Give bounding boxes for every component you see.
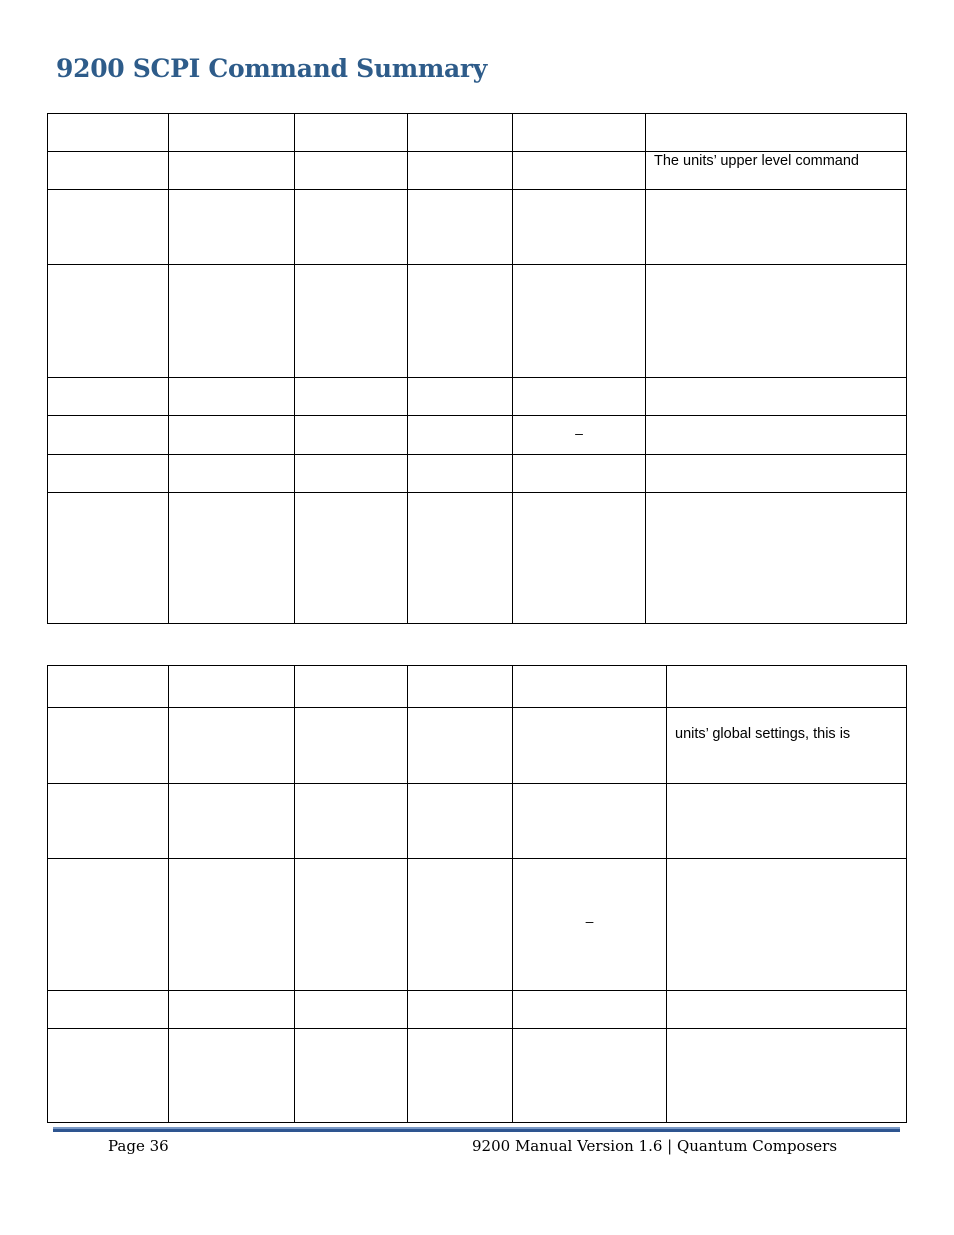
table-cell (513, 666, 667, 708)
footer-manual-title: 9200 Manual Version 1.6 | Quantum Composers (472, 1137, 838, 1155)
table-cell (295, 784, 408, 859)
table-cell (295, 493, 408, 624)
page-number: Page 36 (108, 1137, 169, 1155)
table-cell (48, 152, 169, 190)
table-cell (646, 455, 907, 493)
table-cell (513, 493, 646, 624)
table-header-row (48, 114, 907, 152)
table-cell (169, 455, 295, 493)
table-cell (408, 378, 513, 416)
table-cell (295, 991, 408, 1029)
description-text: units’ global settings, this is (675, 726, 851, 742)
table-row (48, 493, 907, 624)
table-cell (169, 708, 295, 784)
table-cell (169, 991, 295, 1029)
table-cell (408, 114, 513, 152)
table-row (48, 378, 907, 416)
table-row (48, 152, 907, 190)
table-cell (513, 1029, 667, 1123)
table-cell (169, 416, 295, 455)
table-cell (169, 1029, 295, 1123)
table-cell (646, 152, 907, 190)
table-cell (408, 666, 513, 708)
table-cell (295, 265, 408, 378)
table-cell (513, 152, 646, 190)
table-cell (513, 784, 667, 859)
table-cell (408, 1029, 513, 1123)
table-cell (295, 152, 408, 190)
table-cell (408, 859, 513, 991)
table-cell (295, 708, 408, 784)
table-row (48, 455, 907, 493)
table-cell (646, 114, 907, 152)
table-cell (48, 114, 169, 152)
table-cell (408, 784, 513, 859)
table-row (48, 265, 907, 378)
table-cell (667, 784, 907, 859)
table-cell (169, 784, 295, 859)
table-cell (667, 666, 907, 708)
table-cell (513, 991, 667, 1029)
page-title: 9200 SCPI Command Summary (56, 54, 488, 83)
table-cell (513, 708, 667, 784)
table-row (48, 784, 907, 859)
table-cell (667, 991, 907, 1029)
table-cell (646, 265, 907, 378)
table-header-row (48, 666, 907, 708)
table-cell (169, 265, 295, 378)
dash-symbol: – (585, 913, 594, 929)
table-cell (169, 666, 295, 708)
table-row (48, 708, 907, 784)
table-cell (408, 152, 513, 190)
table-cell (48, 493, 169, 624)
table-cell (48, 666, 169, 708)
footer-divider (53, 1127, 900, 1132)
table-cell (169, 190, 295, 265)
table-cell (295, 114, 408, 152)
table-cell (408, 190, 513, 265)
table-cell (48, 991, 169, 1029)
table-cell (408, 991, 513, 1029)
table-cell (48, 416, 169, 455)
table-cell (646, 493, 907, 624)
table-cell (408, 455, 513, 493)
table-cell (295, 1029, 408, 1123)
table-cell (48, 378, 169, 416)
table-cell (48, 708, 169, 784)
table-cell (48, 784, 169, 859)
table-cell (646, 190, 907, 265)
table-row (48, 190, 907, 265)
table-cell (513, 859, 667, 991)
table-cell (295, 859, 408, 991)
table-cell (295, 455, 408, 493)
table-cell (408, 493, 513, 624)
table-cell (667, 708, 907, 784)
table-row (48, 416, 907, 455)
description-text: The units’ upper level command (654, 153, 859, 169)
table-cell (513, 190, 646, 265)
table-cell (295, 666, 408, 708)
dash-symbol: – (575, 425, 583, 441)
table-cell (513, 455, 646, 493)
table-cell (513, 114, 646, 152)
table-cell (646, 416, 907, 455)
table-cell (48, 190, 169, 265)
table-cell (295, 190, 408, 265)
table-cell (513, 265, 646, 378)
table-cell (295, 378, 408, 416)
table-cell (513, 378, 646, 416)
table-cell (646, 378, 907, 416)
table-cell (48, 265, 169, 378)
table-cell (169, 114, 295, 152)
table-cell (48, 1029, 169, 1123)
table-cell (169, 859, 295, 991)
table-cell (169, 152, 295, 190)
table-cell (169, 378, 295, 416)
table-cell (48, 859, 169, 991)
command-table-1 (47, 113, 907, 624)
table-row (48, 991, 907, 1029)
table-cell (48, 455, 169, 493)
table-cell (667, 859, 907, 991)
table-row (48, 1029, 907, 1123)
command-table-2 (47, 665, 907, 1123)
table-cell (667, 1029, 907, 1123)
table-cell (513, 416, 646, 455)
table-row (48, 859, 907, 991)
table-cell (408, 708, 513, 784)
table-cell (408, 416, 513, 455)
table-cell (295, 416, 408, 455)
table-cell (169, 493, 295, 624)
table-cell (408, 265, 513, 378)
